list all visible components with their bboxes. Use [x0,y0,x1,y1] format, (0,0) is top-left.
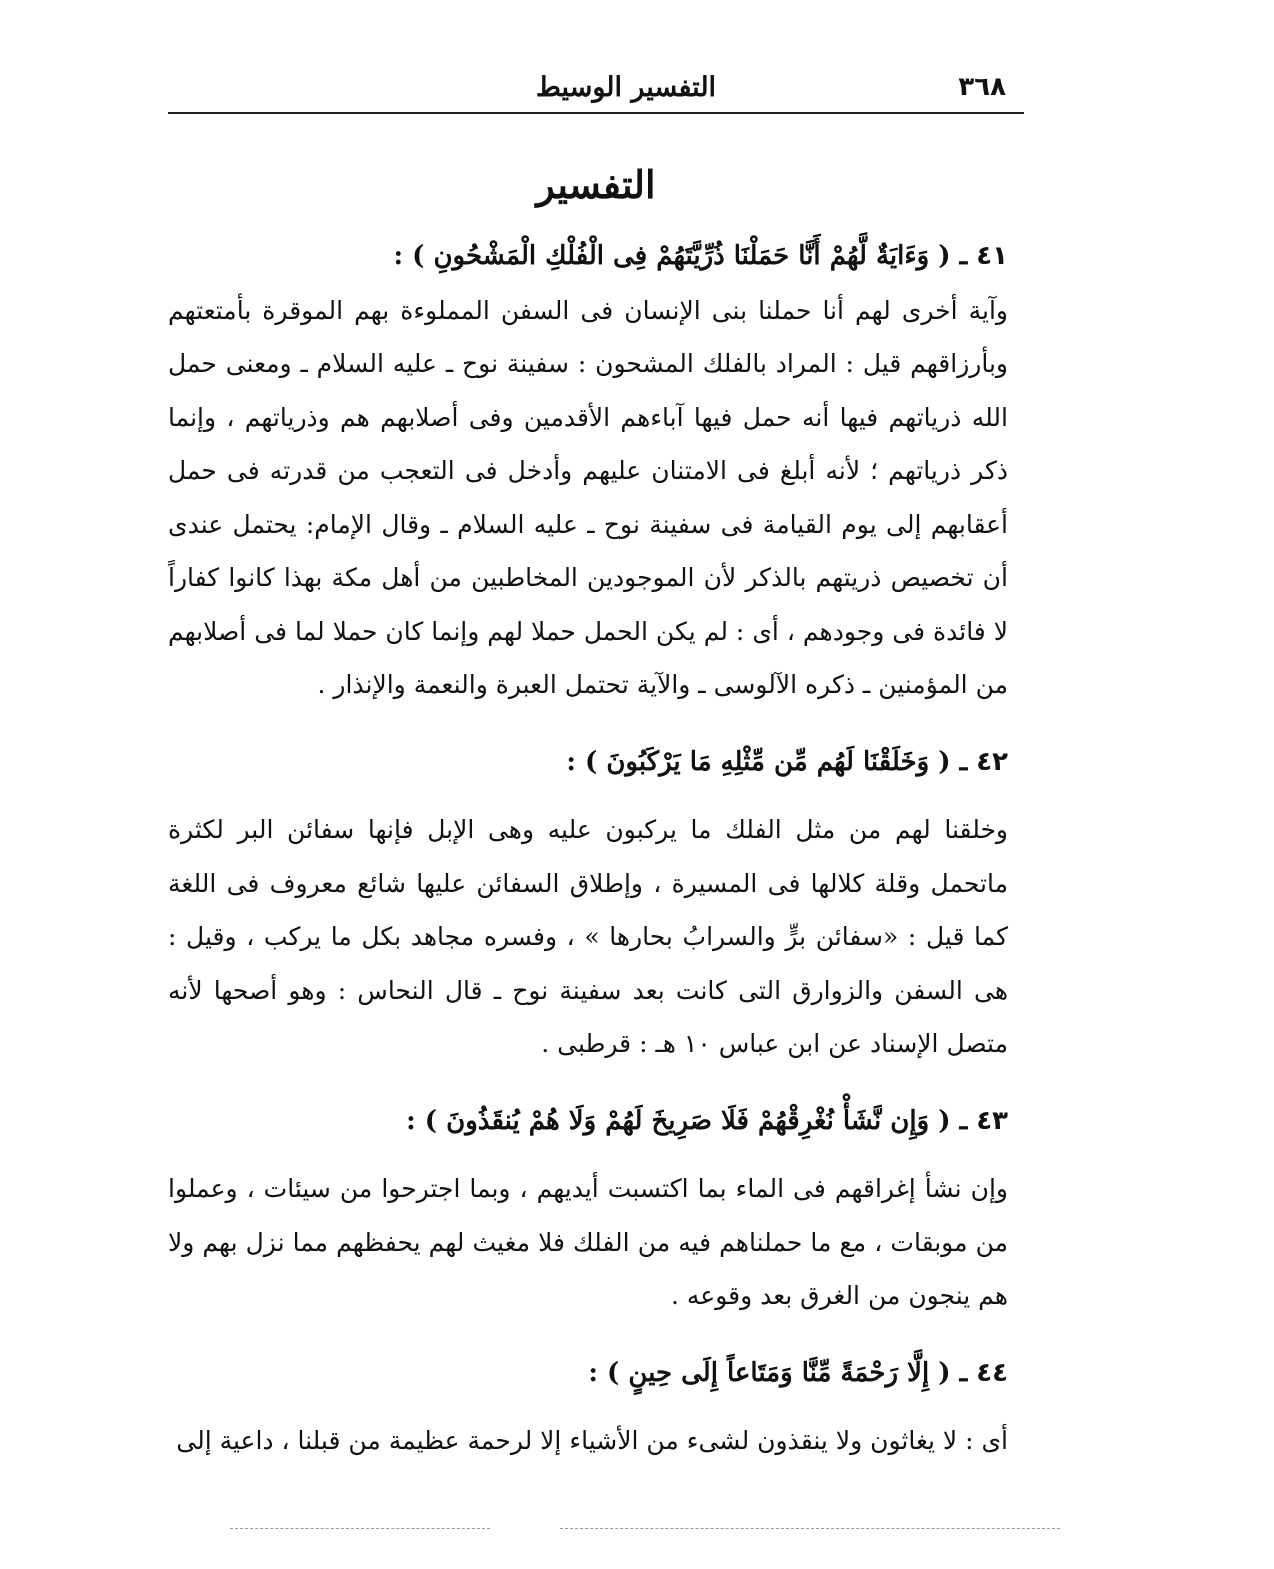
verse-heading [168,1095,1008,1149]
verse-text: ( وَءَايَةٌ لَّهُمْ أَنَّا حَمَلْنَا ذُرِّيَّتَهُمْ فِى الْفُلْكِ الْمَشْحُونِ ) : [393,241,951,271]
verse-text: ( وَإِن نَّشَأْ نُغْرِقْهُمْ فَلَا صَرِيخَ لَهُمْ وَلَا هُمْ يُنقَذُونَ ) : [406,1105,951,1136]
block-gap [168,1400,1008,1414]
verse-heading [168,230,1008,284]
verse-dash: ـ [950,241,968,271]
block-gap [168,1323,1008,1347]
verse-dash: ـ [950,746,968,777]
running-header [168,70,1024,110]
verse-heading [168,1347,1008,1401]
block-gap [168,789,1008,803]
scan-edge-line [230,1528,490,1529]
commentary-paragraph: وآية أخرى لهم أنا حملنا بنى الإنسان فى السفن المملوءة بهم الموقرة بأمتعتهم وبأرزاقهم قيل : المراد بالفلك المشحون : سفينة نوح ـ عليه السلام ـ ومعنى حمل الله ذرياتهم فيها أنه حمل فيها آباءهم الأقدمين وفى أصلابهم هم وذرياتهم ، وإنما ذكر ذرياتهم ؛ لأنه أبلغ فى الامتنان عليهم وأدخل فى التعجب من قدرته فى حمل أعقابهم إلى يوم القيامة فى سفينة نوح ـ عليه السلام ـ وقال الإمام: يحتمل عندى أن تخصيص ذريتهم بالذكر لأن الموجودين المخاطبين من أهل مكة بهذا كانوا كفاراً لا فائدة فى وجودهم ، أى : لم يكن الحمل حملا لهم وإنما كان حملا لما فى أصلابهم من المؤمنين ـ ذكره الآلوسى ـ والآية تحتمل العبرة والنعمة والإنذار . [168,295,1008,699]
verse-dash: ـ [950,1357,968,1388]
block-gap [168,1071,1008,1095]
verse-heading [168,736,1008,790]
section-title: التفسير [536,162,656,207]
commentary-paragraph: أى : لا يغاثون ولا ينقذون لشىء من الأشياء إلا لرحمة عظيمة من قبلنا ، داعية إلى [176,1426,1008,1455]
block-gap [168,712,1008,736]
block-gap [168,1148,1008,1162]
commentary-paragraph: وإن نشأ إغراقهم فى الماء بما اكتسبت أيديهم ، وبما اجترحوا من سيئات ، وعملوا من موبقات ، مع ما حملناهم فيه من الفلك فلا مغيث لهم يحفظهم مما نزل بهم ولا هم ينجون من الغرق بعد وقوعه . [168,1174,1008,1310]
verse-text: ( وَخَلَقْنَا لَهُم مِّن مِّثْلِهِ مَا يَرْكَبُونَ ) : [566,746,951,777]
commentary-paragraph: وخلقنا لهم من مثل الفلك ما يركبون عليه وهى الإبل فإنها سفائن البر لكثرة ماتحمل وقلة كلالها فى المسيرة ، وإطلاق السفائن عليها شائع معروف فى اللغة كما قيل : «سفائن برٍّ والسرابُ بحارها » ، وفسره مجاهد بكل ما يركب ، وقيل : هى السفن والزوارق التى كانت بعد سفينة نوح ـ قال النحاس : وهو أصحها لأنه متصل الإسناد عن ابن عباس ١٠ هـ : قرطبى . [168,815,1008,1058]
verse-dash: ـ [950,1105,968,1136]
header-rule [168,112,1024,114]
page-number: ٣٦٨ [958,72,1006,102]
scan-edge-line [560,1528,1060,1529]
verse-text: ( إِلَّا رَحْمَةً مِّنَّا وَمَتَاعاً إِلَى حِينٍ ) : [588,1357,951,1388]
verse-number: ٤٢ [976,746,1008,777]
verse-number: ٤٣ [976,1105,1008,1136]
verse-number: ٤٤ [976,1357,1008,1388]
running-title: التفسير الوسيط [535,72,717,103]
verse-number: ٤١ [976,241,1008,271]
commentary-body [168,230,1008,1468]
